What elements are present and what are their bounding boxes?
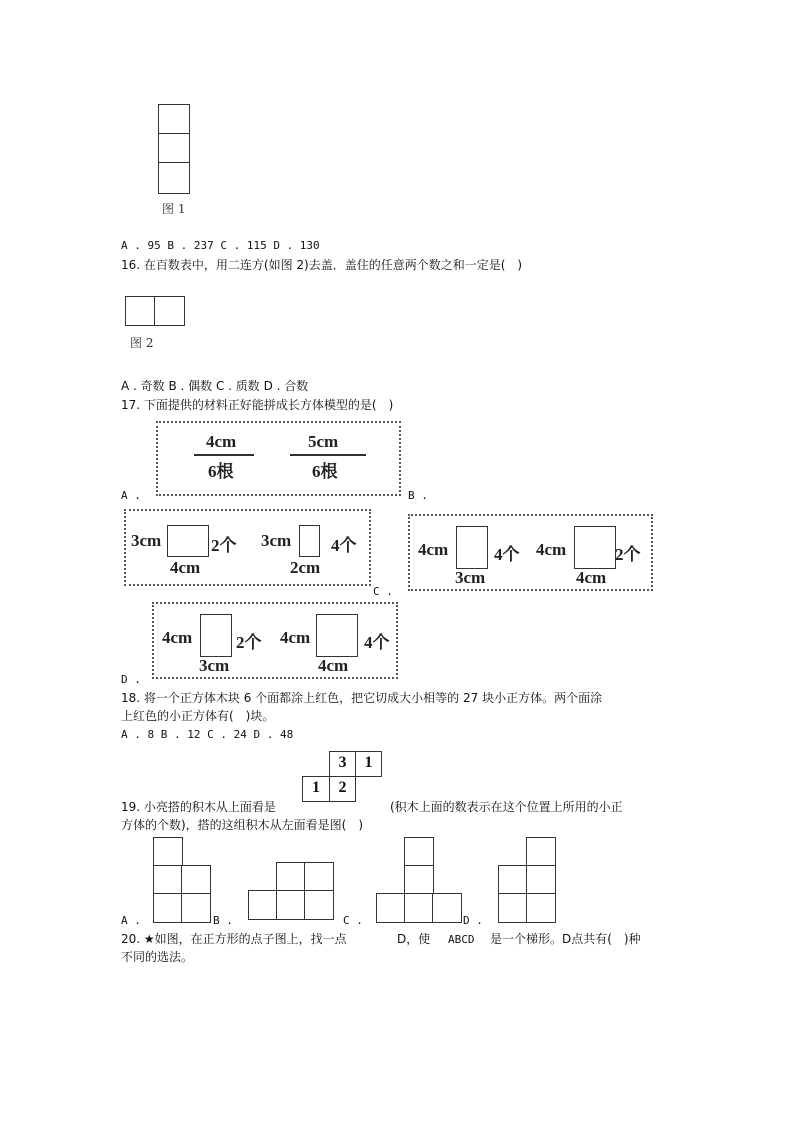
q17c-width-2: 4cm (576, 568, 607, 587)
q17b-count-1: 2个 (211, 536, 237, 555)
block-square (153, 865, 183, 895)
q18-line-1: 18. 将一个正方体木块 6 个面都涂上红色，把它切成大小相等的 27 块小正方体。两个面涂 (121, 691, 603, 705)
q20-line-2: 不同的选法。 (121, 950, 194, 964)
q17c-height-1: 4cm (418, 540, 449, 559)
q17a-count-2: 6根 (312, 462, 338, 481)
q17-label-c: C . (373, 585, 393, 598)
block-square (153, 893, 183, 923)
block-square (404, 893, 434, 923)
block-square (304, 890, 334, 920)
q16-question: 16. 在百数表中，用二连方(如图 2)去盖．盖住的任意两个数之和一定是( ) (121, 258, 523, 272)
block-square (432, 893, 462, 923)
q17-label-b: B . (408, 489, 428, 502)
block-square (248, 890, 278, 920)
block-square (404, 837, 434, 867)
fig1-square (158, 104, 190, 135)
q17b-width-1: 4cm (170, 558, 201, 577)
q17d-rect-1 (200, 614, 232, 657)
q17-question: 17. 下面提供的材料正好能拼成长方体模型的是( ) (121, 398, 394, 412)
q17b-rect-2 (299, 525, 320, 557)
block-square (304, 862, 334, 892)
q17c-rect-1 (456, 526, 488, 569)
q17d-count-1: 2个 (236, 633, 262, 652)
q18-options: A . 8 B . 12 C . 24 D . 48 (121, 728, 294, 741)
q17-label-a: A . (121, 489, 141, 502)
q17-label-d: D . (121, 673, 141, 686)
q19-line-1a: 19. 小亮搭的积木从上面看是 (121, 800, 276, 814)
fig1-square (158, 133, 190, 164)
q17-option-d-box (152, 602, 398, 679)
q17a-count-1: 6根 (208, 462, 234, 481)
block-square (526, 837, 556, 867)
fig2-square (154, 296, 185, 326)
q17a-length-2: 5cm (308, 432, 339, 451)
block-square (181, 893, 211, 923)
q15-options: A . 95 B . 237 C . 115 D . 130 (121, 239, 320, 252)
q19-line-1b: (积木上面的数表示在这个位置上所用的小正 (390, 800, 623, 814)
q17c-count-2: 2个 (615, 545, 641, 564)
q17b-height-2: 3cm (261, 531, 292, 550)
block-square (181, 865, 211, 895)
q17a-fraction-bar-2 (290, 454, 366, 456)
q17a-fraction-bar-1 (194, 454, 254, 456)
q17c-width-1: 3cm (455, 568, 486, 587)
q17d-height-1: 4cm (162, 628, 193, 647)
q17-option-a-box (156, 421, 401, 496)
fig2-caption: 图 2 (130, 336, 154, 350)
block-square (276, 862, 306, 892)
q18-line-2: 上红色的小正方体有( )块。 (121, 709, 275, 723)
q19-line-2: 方体的个数)，搭的这组积木从左面看是图( ) (121, 818, 364, 832)
q17d-count-2: 4个 (364, 633, 390, 652)
q20-line-1a: 20. ★如图，在正方形的点子图上，找一点 (121, 932, 347, 946)
q17b-rect-1 (167, 525, 209, 557)
figure-2 (125, 296, 185, 326)
block-square (276, 890, 306, 920)
q19-label-d: D . (463, 914, 483, 927)
q17d-height-2: 4cm (280, 628, 311, 647)
q17b-width-2: 2cm (290, 558, 321, 577)
q19-label-c: C . (343, 914, 363, 927)
block-square (526, 893, 556, 923)
block-square (498, 865, 528, 895)
q16-options: A . 奇数 B . 偶数 C . 质数 D . 合数 (121, 379, 309, 393)
fig1-caption: 图 1 (162, 202, 186, 216)
q17-option-b-box (124, 509, 371, 586)
q20-abcd: ABCD (448, 933, 475, 946)
q19-label-b: B . (213, 914, 233, 927)
grid-cell: 2 (329, 776, 356, 802)
grid-cell: 1 (302, 776, 330, 802)
q17b-count-2: 4个 (331, 536, 357, 555)
q19-option-a-figure (153, 837, 211, 923)
figure-1 (158, 104, 190, 194)
grid-cell: 1 (355, 751, 382, 777)
q17c-height-2: 4cm (536, 540, 567, 559)
q17c-rect-2 (574, 526, 616, 569)
block-square (376, 893, 406, 923)
q17c-count-1: 4个 (494, 545, 520, 564)
fig2-square (125, 296, 156, 326)
q19-option-c-figure (376, 837, 462, 923)
block-square (404, 865, 434, 895)
block-square (498, 893, 528, 923)
q17d-width-1: 3cm (199, 656, 230, 675)
q19-label-a: A . (121, 914, 141, 927)
block-square (153, 837, 183, 867)
q17b-height-1: 3cm (131, 531, 162, 550)
q19-option-d-figure (498, 837, 556, 923)
grid-cell: 3 (329, 751, 356, 777)
block-square (526, 865, 556, 895)
q20-line-1b: 是一个梯形。D点共有( )种 (490, 932, 641, 946)
q19-top-view-grid (302, 751, 384, 803)
q17d-width-2: 4cm (318, 656, 349, 675)
fig1-square (158, 162, 190, 194)
q17d-rect-2 (316, 614, 358, 657)
q17-option-c-box (408, 514, 653, 591)
q17a-length-1: 4cm (206, 432, 237, 451)
q19-option-b-figure (248, 862, 334, 920)
q20-point-d: D，使 (397, 932, 431, 946)
